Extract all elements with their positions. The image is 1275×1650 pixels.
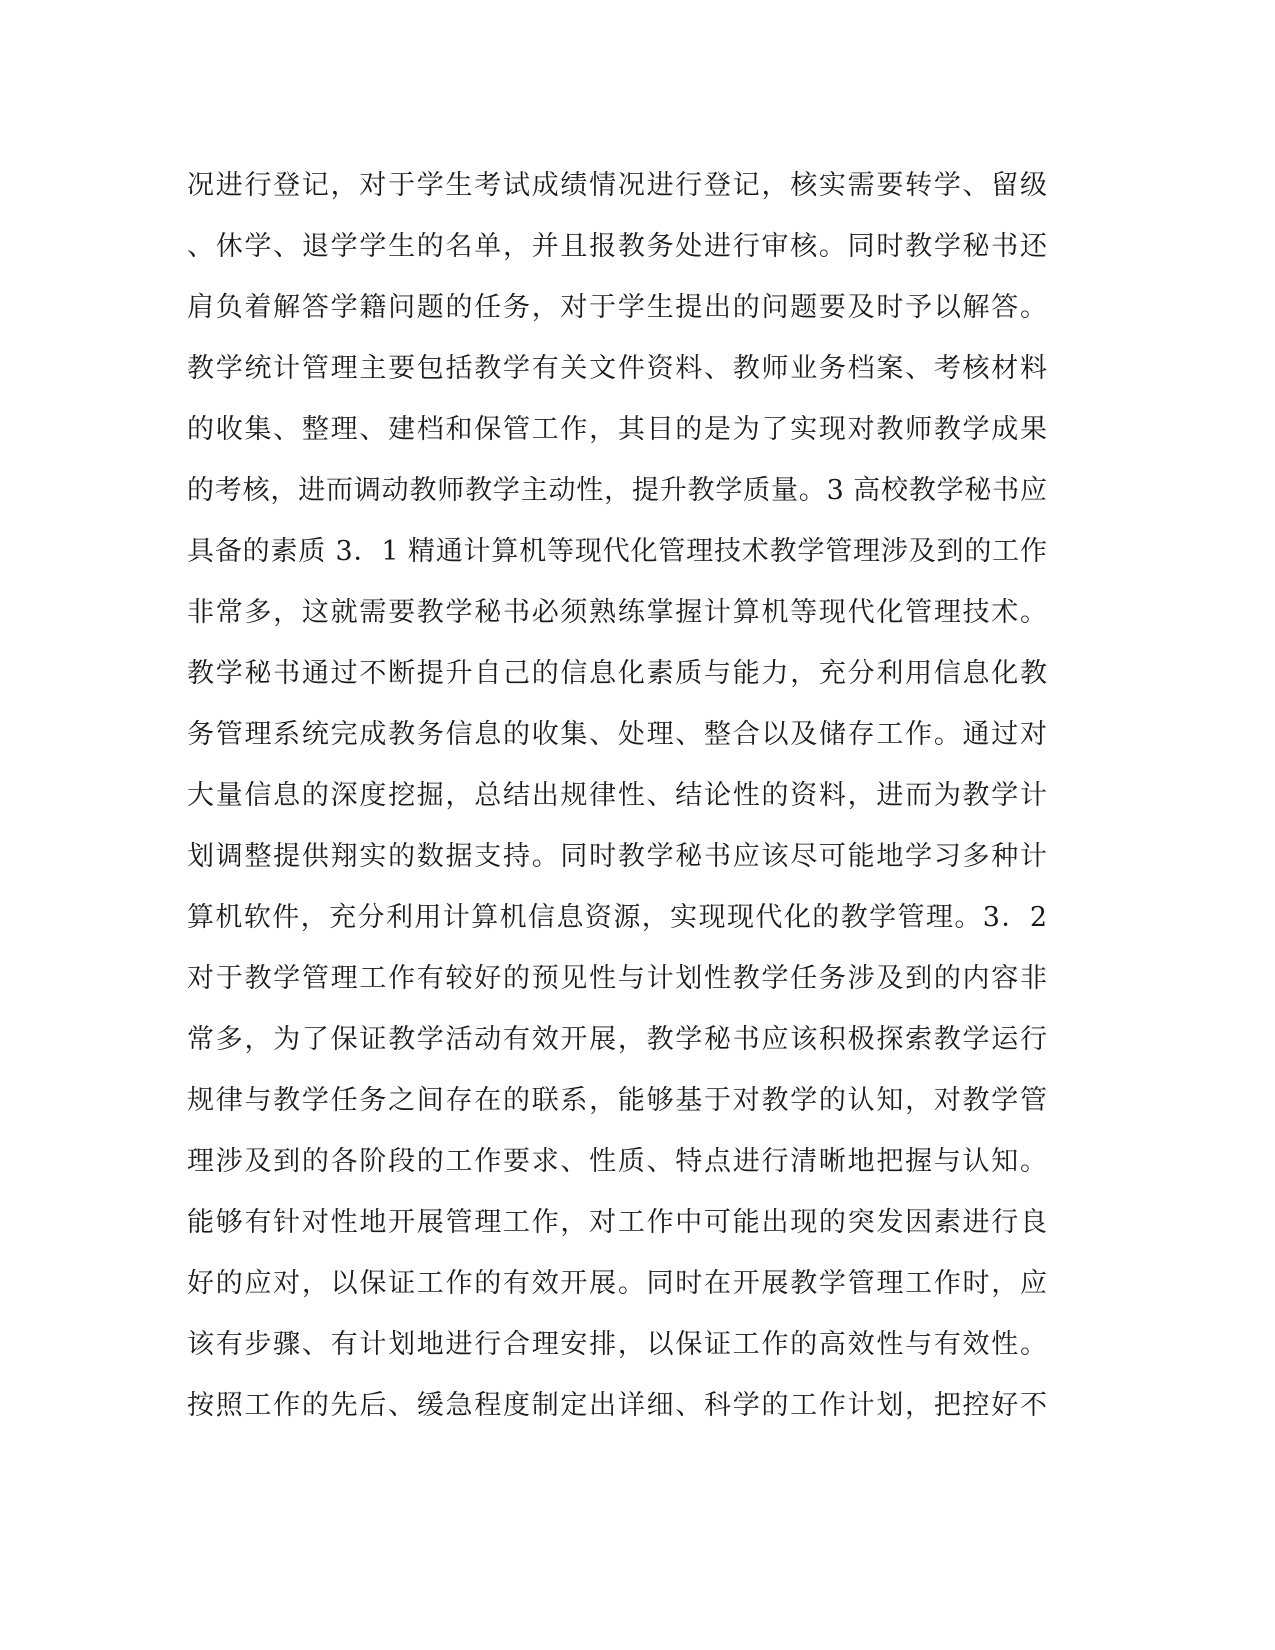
- text-line: 该有步骤、有计划地进行合理安排，以保证工作的高效性与有效性。: [187, 1329, 1047, 1360]
- text-line: 常多，为了保证教学活动有效开展，教学秘书应该积极探索教学运行: [187, 1024, 1047, 1055]
- text-line: 能够有针对性地开展管理工作，对工作中可能出现的突发因素进行良: [187, 1207, 1047, 1238]
- text-line: 务管理系统完成教务信息的收集、处理、整合以及储存工作。通过对: [187, 719, 1047, 750]
- text-line: 划调整提供翔实的数据支持。同时教学秘书应该尽可能地学习多种计: [187, 841, 1047, 872]
- text-line: 的考核，进而调动教师教学主动性，提升教学质量。3 高校教学秘书应: [187, 475, 1047, 506]
- text-line: 理涉及到的各阶段的工作要求、性质、特点进行清晰地把握与认知。: [187, 1146, 1047, 1177]
- text-line: 对于教学管理工作有较好的预见性与计划性教学任务涉及到的内容非: [187, 963, 1047, 994]
- text-line: 大量信息的深度挖掘，总结出规律性、结论性的资料，进而为教学计: [187, 780, 1047, 811]
- text-line: 具备的素质 3．1 精通计算机等现代化管理技术教学管理涉及到的工作: [187, 536, 1047, 567]
- text-line: 好的应对，以保证工作的有效开展。同时在开展教学管理工作时，应: [187, 1268, 1047, 1299]
- text-line: 肩负着解答学籍问题的任务，对于学生提出的问题要及时予以解答。: [187, 292, 1047, 323]
- text-line: 算机软件，充分利用计算机信息资源，实现现代化的教学管理。3．2: [187, 902, 1047, 933]
- text-line: 规律与教学任务之间存在的联系，能够基于对教学的认知，对教学管: [187, 1085, 1047, 1116]
- text-line: 教学秘书通过不断提升自己的信息化素质与能力，充分利用信息化教: [187, 658, 1047, 689]
- text-line: 、休学、退学学生的名单，并且报教务处进行审核。同时教学秘书还: [187, 231, 1047, 262]
- text-line: 非常多，这就需要教学秘书必须熟练掌握计算机等现代化管理技术。: [187, 597, 1047, 628]
- text-line: 按照工作的先后、缓急程度制定出详细、科学的工作计划，把控好不: [187, 1390, 1047, 1421]
- body-text: [187, 166, 1067, 1447]
- text-line: 况进行登记，对于学生考试成绩情况进行登记，核实需要转学、留级: [187, 170, 1047, 201]
- text-line: 教学统计管理主要包括教学有关文件资料、教师业务档案、考核材料: [187, 353, 1047, 384]
- text-line: 的收集、整理、建档和保管工作，其目的是为了实现对教师教学成果: [187, 414, 1047, 445]
